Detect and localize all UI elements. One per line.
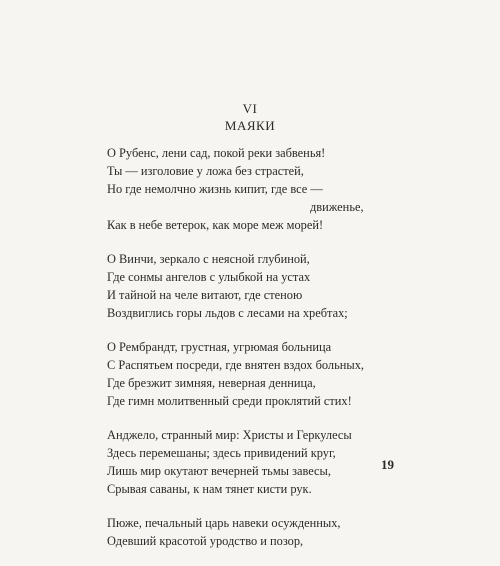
poem-line: О Рембрандт, грустная, угрюмая больница bbox=[107, 340, 332, 354]
poem-line: Где сонмы ангелов с улыбкой на устах bbox=[107, 270, 311, 284]
poem-line: Срывая саваны, к нам тянет кисти рук. bbox=[107, 482, 312, 496]
stanza-4 bbox=[107, 426, 397, 498]
poem-line-continuation: движенье, bbox=[310, 200, 364, 214]
poem-line: Где брезжит зимняя, неверная денница, bbox=[107, 376, 316, 390]
poem-title: МАЯКИ bbox=[224, 118, 276, 133]
poem-line: Где гимн молитвенный среди проклятий стих! bbox=[107, 394, 352, 408]
poem-line: И тайной на челе витают, где стеною bbox=[107, 288, 303, 302]
poem-line: Воздвиглись горы льдов с лесами на хребтах; bbox=[107, 306, 348, 320]
poem-line: Лишь мир окутают вечерней тьмы завесы, bbox=[107, 464, 331, 478]
poem-heading bbox=[0, 100, 500, 134]
stanza-5 bbox=[107, 514, 397, 550]
section-numeral: VI bbox=[242, 101, 258, 116]
poem-line: Пюже, печальный царь навеки осужденных, bbox=[107, 516, 341, 530]
poem-line: Одевший красотой уродство и позор, bbox=[107, 534, 304, 548]
page-number: 19 bbox=[381, 457, 394, 472]
poem-line: О Винчи, зеркало с неясной глубиной, bbox=[107, 252, 310, 266]
poem-line: Как в небе ветерок, как море меж морей! bbox=[107, 218, 324, 232]
stanza-2 bbox=[107, 250, 397, 322]
poem-line: Ты — изголовие у ложа без страстей, bbox=[107, 164, 304, 178]
poem-line: Но где немолчно жизнь кипит, где все — bbox=[107, 182, 323, 196]
stanza-1 bbox=[107, 144, 397, 234]
poem-body bbox=[107, 144, 397, 566]
poem-line: Здесь перемешаны; здесь привидений круг, bbox=[107, 446, 336, 460]
poem-line: Анджело, странный мир: Христы и Геркулесы bbox=[107, 428, 352, 442]
poem-line: О Рубенс, лени сад, покой реки забвенья! bbox=[107, 146, 326, 160]
poem-line: С Распятьем посреди, где внятен вздох больных, bbox=[107, 358, 364, 372]
stanza-3 bbox=[107, 338, 397, 410]
